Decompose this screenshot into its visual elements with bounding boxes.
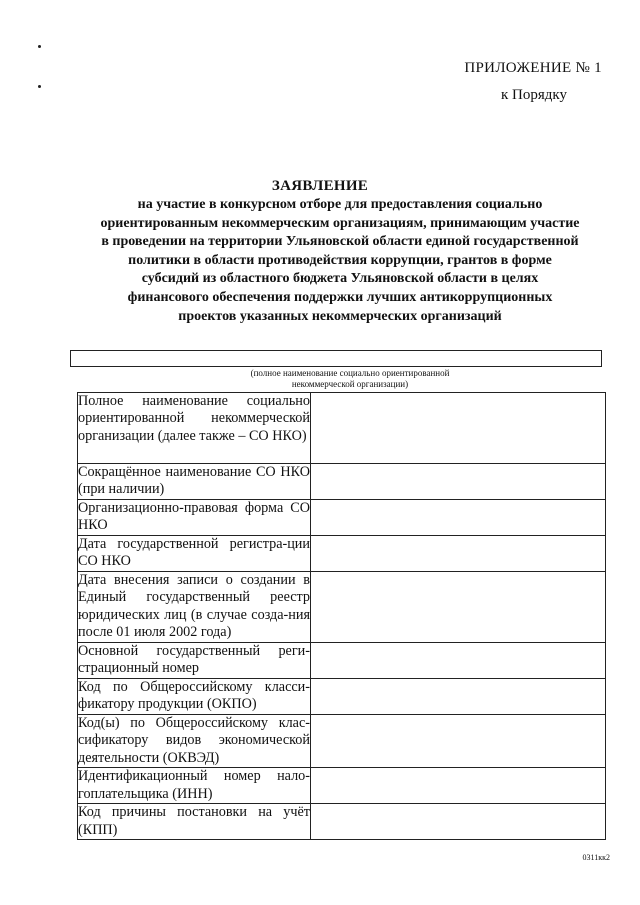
subtitle-line: на участие в конкурсном отборе для предоставления социально xyxy=(137,197,543,212)
row-label-egrul-date: Дата внесения записи о создании в Единый государственный реестр юридических лиц (в случае созда-ния после 01 июля 2002 года) xyxy=(78,572,311,643)
subtitle-line: финансового обеспечения поддержки лучших антикоррупционных xyxy=(127,289,553,305)
appendix-reference: к Порядку xyxy=(501,87,567,103)
row-label-kpp: Код причины постановки на учёт (КПП) xyxy=(78,804,311,840)
table-row xyxy=(78,768,606,804)
row-label-okpo: Код по Общероссийскому класси-фикатору продукции (ОКПО) xyxy=(78,679,311,715)
row-value-ogrn[interactable] xyxy=(311,643,606,679)
row-value-okpo[interactable] xyxy=(311,679,606,715)
row-label-full-name: Полное наименование социально ориентированной некоммерческой организации (далее также – СО НКО) xyxy=(78,393,311,464)
subtitle-line: в проведении на территории Ульяновской области единой государственной xyxy=(101,234,579,250)
row-label-inn: Идентификационный номер нало-гоплательщика (ИНН) xyxy=(78,768,311,804)
row-label-registration-date: Дата государственной регистра-ции СО НКО xyxy=(78,536,311,572)
caption-line: некоммерческой организации) xyxy=(291,379,409,389)
row-value-full-name[interactable] xyxy=(311,393,606,464)
row-label-okved: Код(ы) по Общероссийскому клас-сификатору видов экономической деятельности (ОКВЭД) xyxy=(78,715,310,766)
row-label-short-name: Сокращённое наименование СО НКО (при наличии) xyxy=(78,464,311,500)
caption-line: (полное наименование социально ориентированной xyxy=(250,368,450,378)
row-label-legal-form: Организационно-правовая форма СО НКО xyxy=(78,500,311,536)
row-value-kpp[interactable] xyxy=(311,804,606,840)
table-row xyxy=(78,572,606,643)
table-row xyxy=(78,715,606,768)
table-row xyxy=(78,643,606,679)
application-form-table xyxy=(77,392,606,840)
table-row xyxy=(78,393,606,464)
scan-speck xyxy=(38,85,41,88)
row-value-short-name[interactable] xyxy=(311,464,606,500)
table-row xyxy=(78,679,606,715)
organization-name-field[interactable] xyxy=(70,350,602,367)
table-row xyxy=(78,500,606,536)
row-value-registration-date[interactable] xyxy=(311,536,606,572)
organization-name-caption xyxy=(200,368,500,390)
table-row xyxy=(78,536,606,572)
scan-speck xyxy=(38,45,41,48)
subtitle-line: политики в области противодействия коррупции, грантов в форме xyxy=(128,252,552,268)
subtitle-line: ориентированным некоммерческим организациям, принимающим участие xyxy=(100,215,580,231)
document-title: ЗАЯВЛЕНИЕ xyxy=(271,178,369,194)
row-value-inn[interactable] xyxy=(311,768,606,804)
row-value-legal-form[interactable] xyxy=(311,500,606,536)
document-subtitle xyxy=(70,196,610,326)
table-row xyxy=(78,804,606,840)
footer-code: 0311кк2 xyxy=(582,853,610,862)
subtitle-line: субсидий из областного бюджета Ульяновской области в целях xyxy=(141,271,539,287)
row-value-okved[interactable] xyxy=(311,715,606,768)
row-value-egrul-date[interactable] xyxy=(311,572,606,643)
table-row xyxy=(78,464,606,500)
subtitle-line: проектов указанных некоммерческих организаций xyxy=(178,308,502,324)
row-label-ogrn: Основной государственный реги-страционный номер xyxy=(78,643,311,679)
appendix-label: ПРИЛОЖЕНИЕ № 1 xyxy=(464,60,602,76)
